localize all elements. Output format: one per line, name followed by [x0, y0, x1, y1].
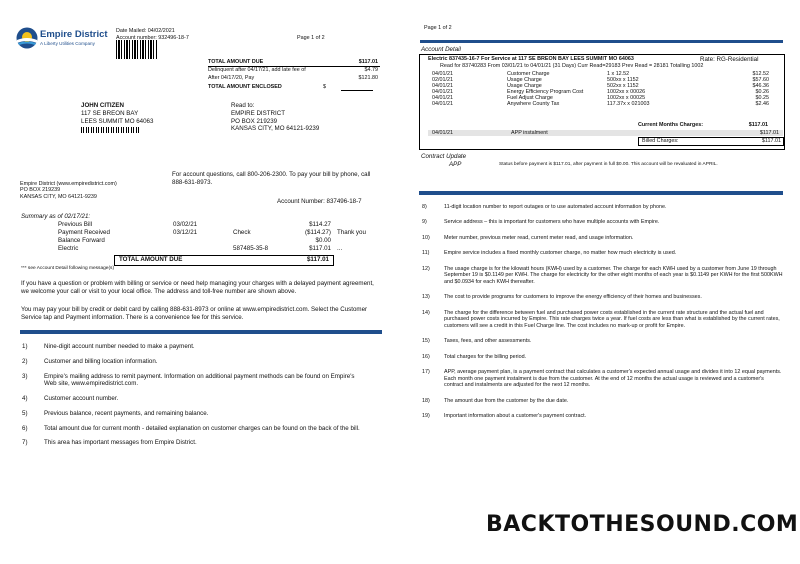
logo-name: Empire District	[40, 29, 108, 40]
contract-text: Status before payment is $117.01, after payment in full $0.00. This account will be revaluated in APRIL.	[499, 162, 718, 167]
charge-date: 04/01/21	[432, 83, 453, 89]
summary-date: 03/02/21	[173, 221, 198, 228]
note-text: The cost to provide programs for customers to improve the energy efficiency of their homes and businesses.	[444, 294, 702, 301]
account-detail-title: Account Detail	[421, 46, 461, 53]
current-charges-label: Current Months Charges:	[638, 122, 703, 128]
note-item	[422, 338, 784, 344]
summary-ref: 587485-35-8	[233, 245, 269, 252]
note-num: 19)	[422, 413, 430, 420]
section-divider	[419, 191, 783, 195]
electric-line: Electric 837435-16-7 For Service at 117 SE BREON BAY LEES SUMMIT MO 64063	[428, 56, 634, 62]
note-text: 11-digit location number to report outages or to use automated account information by phone.	[444, 204, 667, 210]
note-text: Empire's mailing address to remit payment. Information on additional payment methods can be found on Empire's Web site, www.empiredistrict.com.	[44, 372, 355, 388]
summary-note	[331, 237, 377, 245]
current-charges-value: $117.01	[748, 122, 768, 128]
amount-due-box	[208, 59, 380, 95]
charge-date: 02/01/21	[432, 77, 453, 83]
empire-district-logo	[16, 27, 116, 51]
charge-desc: Usage Charge	[507, 83, 542, 89]
billing-message: If you have a question or problem with billing or service or need help managing your charges with a delayed payment agreement, we welcome your call or visit to your local office. The address and toll-free number are shown above.	[21, 280, 374, 295]
charge-date: 04/01/21	[432, 95, 453, 101]
summary-label: Payment Received	[58, 229, 110, 236]
note-text: Total amount due for current month - detailed explanation on customer charges can be found on the back of the bill.	[44, 424, 360, 432]
remit-label: Read to:	[231, 102, 255, 109]
summary-footnote: *** see Account Detail following message(s)	[21, 266, 115, 271]
billed-label: Billed Charges:	[642, 138, 679, 144]
note-num: 6)	[22, 424, 28, 432]
charge-amount: $57.60	[752, 77, 769, 83]
contract-label: APP	[449, 161, 462, 168]
remit-line2: PO BOX 219239	[231, 117, 278, 125]
customer-name: JOHN CITIZEN	[81, 102, 124, 109]
note-num: 7)	[22, 439, 28, 447]
summary-ref	[233, 237, 293, 245]
current-months-charges	[638, 122, 770, 128]
divider	[208, 66, 380, 67]
charge-date: 04/01/21	[432, 89, 453, 95]
note-item	[422, 219, 784, 225]
company-address	[20, 181, 117, 200]
notes-list-front	[22, 343, 367, 454]
note-text: The charge for the difference between fuel and purchased power costs established in the current rate structure and the actual fuel and purchased power costs incurred by Empire. This rate charges twice a year. If fuel costs are less than what is established by the current rates, customers will see a credit in this Fuel Charge line. The cost includes no mark-up or profit for Empire.	[444, 309, 780, 329]
summary-amount: $114.27	[309, 221, 331, 228]
customer-street: 117 SE BREON BAY	[81, 109, 139, 117]
summary-total-label: TOTAL AMOUNT DUE	[119, 256, 183, 263]
app-instalment-row	[428, 130, 783, 136]
read-line: Read for 83740283 From 03/01/21 to 04/01/21 (31 Days) Curr Read=29183 Prev Read = 28181 Totalling 1002	[440, 63, 704, 69]
billed-charges-box	[638, 137, 784, 146]
charge-amount: $12.52	[752, 71, 769, 77]
amount-label: Delinquent after 04/17/21, add late fee of	[208, 67, 306, 73]
rate-label: Rate: RG-Residential	[700, 56, 759, 63]
note-num: 1)	[22, 343, 28, 350]
logo-tagline: A Liberty Utilities Company	[40, 41, 95, 46]
charge-amount: $0.25	[755, 95, 769, 101]
charge-calc: 500xx x 1152	[607, 77, 639, 83]
bill-page-back	[400, 0, 800, 564]
note-item	[422, 413, 784, 419]
company-addr-line: Empire District (www.empiredistrict.com)	[20, 181, 117, 187]
summary-note	[331, 221, 377, 229]
charge-date: 04/01/21	[432, 71, 453, 77]
remit-line3: KANSAS CITY, MO 64121-9239	[231, 125, 320, 133]
amount-enclosed-line	[341, 84, 373, 91]
summary-label: Balance Forward	[58, 237, 105, 244]
charge-calc: 502xx x 1152	[607, 83, 639, 89]
notes-list-back	[422, 204, 784, 429]
remit-line1: EMPIRE DISTRICT	[231, 109, 285, 117]
charge-amount: $46.36	[752, 83, 769, 89]
charge-row	[432, 101, 769, 107]
summary-amount: $0.00	[315, 237, 331, 244]
note-item	[22, 395, 367, 403]
amount-value: $121.80	[358, 75, 378, 81]
contact-text: For account questions, call 800-206-2300. To pay your bill by phone, call 888-631-8973.	[172, 171, 371, 186]
summary-total-box	[114, 255, 334, 266]
sun-logo-icon	[16, 27, 38, 49]
payment-message: You may pay your bill by credit or debit card by calling 888-631-8973 or online at www.empiredistrict.com. Select the Customer Service tap and Payment information. There is a convenience fee for this service.	[21, 306, 368, 321]
note-num: 18)	[422, 397, 430, 404]
summary-ref: Check	[233, 229, 251, 236]
note-text: Customer account number.	[44, 395, 119, 402]
postal-barcode	[81, 127, 139, 133]
charge-calc: 117.37x x 021003	[607, 101, 650, 107]
summary-note: Thank you	[337, 229, 366, 236]
account-detail-box	[419, 54, 785, 150]
page-number: Page 1 of 2	[297, 35, 325, 41]
account-number-line: Account Number: 837496-18-7	[277, 198, 362, 205]
note-num: 11)	[422, 250, 430, 257]
note-text: Important information about a customer's payment contract.	[444, 413, 587, 420]
note-text: Total charges for the billing period.	[444, 353, 527, 360]
app-amount: $117.01	[759, 130, 779, 136]
customer-address	[81, 102, 153, 133]
note-item	[422, 369, 784, 388]
note-num: 15)	[422, 338, 430, 345]
note-item	[422, 398, 784, 404]
note-num: 8)	[422, 204, 427, 210]
summary-label: Previous Bill	[58, 221, 93, 228]
app-desc: APP instalment	[511, 130, 548, 136]
page-number: Page 1 of 2	[424, 25, 452, 31]
note-text: Service address – this is important for customers who have multiple accounts with Empire.	[444, 219, 660, 226]
note-num: 12)	[422, 265, 430, 272]
note-num: 14)	[422, 309, 430, 316]
section-divider	[420, 40, 783, 43]
summary-amount: ($114.27)	[304, 229, 331, 236]
summary-date	[173, 237, 233, 245]
charge-desc: Usage Charge	[507, 77, 542, 83]
billed-value: $117.01	[761, 138, 781, 144]
header-account-number: Account number: 932496-18-7	[116, 35, 189, 41]
contract-update-title: Contract Update	[421, 153, 467, 160]
charge-desc: Customer Charge	[507, 71, 550, 77]
note-num: 5)	[22, 409, 28, 417]
note-text: The usage charge is for the kilowatt hours (KWH) used by a customer. The charge for each KWH used by a customer from June 19 through September 19 is $0.1149 per KWH. The charge for electricity for the other eight months of each year is $0.1149 per KWH for the first 500KWH and $0.0934 for each KWH thereafter.	[444, 265, 783, 285]
charge-calc: 1002xx x 00026	[607, 89, 646, 95]
charge-desc: Anywhere County Tax	[507, 101, 560, 107]
amount-value: $4.79	[364, 67, 378, 73]
charge-desc: Energy Efficiency Program Cost	[507, 89, 584, 95]
note-num: 17)	[422, 369, 430, 376]
company-addr-line: KANSAS CITY, MO 64121-9239	[20, 193, 97, 200]
amount-label: TOTAL AMOUNT DUE	[208, 59, 264, 65]
note-num: 4)	[22, 395, 28, 402]
note-item	[422, 204, 784, 210]
note-text: Nine-digit account number needed to make a payment.	[44, 343, 195, 350]
summary-title: Summary as of 02/17/21:	[21, 213, 91, 220]
note-item	[422, 354, 784, 360]
note-num: 13)	[422, 294, 430, 301]
charge-date: 04/01/21	[432, 101, 453, 107]
amount-label: TOTAL AMOUNT ENCLOSED	[208, 84, 282, 90]
company-addr-line: PO BOX 219239	[20, 187, 61, 194]
note-text: Meter number, previous meter read, current meter read, and usage information.	[444, 234, 634, 241]
app-date: 04/01/21	[432, 130, 453, 136]
barcode-image	[116, 40, 158, 59]
summary-date: 03/12/21	[173, 229, 198, 236]
note-text: Empire service includes a fixed monthly customer charge, no matter how much electricity is used.	[444, 250, 677, 257]
note-item	[22, 439, 367, 447]
note-item	[22, 425, 367, 433]
note-num: 10)	[422, 234, 430, 241]
note-item	[422, 250, 784, 256]
note-num: 16)	[422, 353, 430, 360]
remit-address	[231, 102, 319, 133]
note-num: 9)	[422, 219, 427, 226]
summary-note: ...	[337, 245, 343, 252]
note-num: 2)	[22, 357, 28, 365]
charge-amount: $2.46	[755, 101, 769, 107]
summary-date	[173, 245, 233, 253]
amount-enclosed-value: $	[323, 84, 326, 90]
note-text: Taxes, fees, and other assessments.	[444, 338, 532, 345]
site-watermark: BACKTOTHESOUND.COM	[486, 512, 799, 537]
note-item	[422, 266, 784, 285]
note-text: Customer and billing location information.	[44, 357, 158, 365]
charge-calc: 1 x 12.52	[607, 71, 630, 77]
charge-calc: 1002xx x 00025	[607, 95, 646, 101]
note-text: The amount due from the customer by the due date.	[444, 397, 569, 404]
summary-amount: $117.01	[309, 245, 331, 252]
note-item	[22, 358, 367, 366]
note-item	[422, 294, 784, 300]
note-item	[22, 343, 367, 351]
summary-total-value: $117.01	[306, 256, 329, 263]
charge-amount: $0.26	[755, 89, 769, 95]
summary-ref	[233, 221, 293, 229]
section-divider	[20, 330, 382, 334]
note-text: APP, average payment plan, is a payment contract that calculates a customer's expected annual usage and divides it into 12 equal payments. Each month one payment instalment is due from the customer. At the end of 12 months the actual usage is reviewed and a customer's contract and instalments are adjusted for the next 12 months.	[444, 369, 782, 389]
amount-value: $117.01	[358, 59, 378, 65]
summary-label: Electric	[58, 245, 79, 252]
note-text: This area has important messages from Empire District.	[44, 439, 197, 447]
note-text: Previous balance, recent payments, and remaining balance.	[44, 409, 209, 417]
customer-city: LEES SUMMIT MO 64063	[81, 117, 154, 125]
note-num: 3)	[22, 372, 28, 380]
date-mailed: Date Mailed: 04/02/2021	[116, 28, 175, 34]
note-item	[22, 410, 367, 418]
charge-desc: Fuel Adjust Charge	[507, 95, 553, 101]
note-item	[422, 310, 784, 329]
note-item	[422, 235, 784, 241]
note-item	[22, 373, 367, 389]
amount-label: After 04/17/20, Pay	[208, 75, 255, 81]
